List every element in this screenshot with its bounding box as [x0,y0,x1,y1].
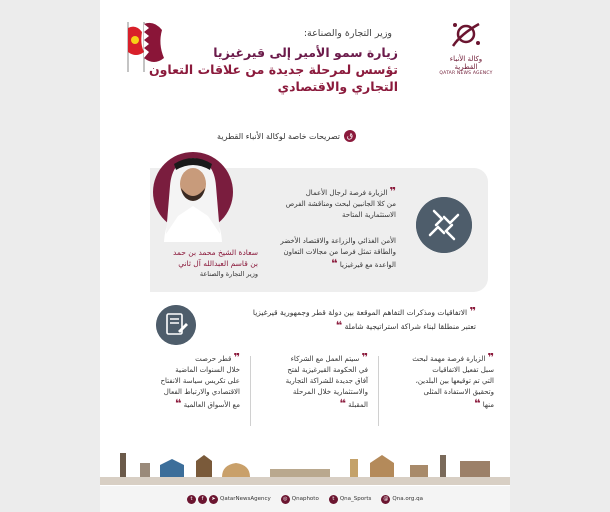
web-icon: @ [383,495,389,502]
quote-2-line-2: والطاقة تمثل فرصا من مجالات التعاون [283,248,396,256]
col-1-line-2: سبل تفعيل الاتفاقيات [432,366,494,374]
mou-line-2: تعتبر منطلقا لبناء شراكة استراتيجية شاملة [344,322,476,331]
special-statements [217,130,356,142]
minister-name-line-2: بن قاسم العبدالله آل ثاني [178,259,258,268]
quote-1-line-2: من كلا الجانبين لبحث ومناقشة الفرص [285,200,396,208]
quote-close-icon: ❝ [174,397,182,410]
quote-mark-icon: ❞ [389,185,396,198]
col-1-line-5: منها [482,401,494,409]
quote-business-opportunities [226,186,396,221]
col-3-line-2: خلال السنوات الماضية [175,366,240,374]
handle-qna-sports: Qna_Sports [339,496,372,502]
col-2-line-2: في الحكومة القيرغيزية لفتح [287,366,368,374]
social-handle-website[interactable] [381,495,423,504]
agreement-document-icon [156,305,196,345]
instagram-icon: ◎ [281,495,290,504]
quote-mou [196,305,476,333]
quote-close-icon: ❝ [474,397,481,410]
qna-logo [438,20,494,76]
col-1-line-3: التي تم توقيعها بين البلدين، [415,377,494,385]
telegram-icon: ➤ [209,495,218,504]
skyline-illustration [100,445,510,485]
handshake-circle-icon [416,197,472,253]
qna-badge-icon: ق [344,130,356,142]
minister-title: وزير التجارة والصناعة [199,270,258,278]
quote-1-line-3: الاستثمارية المتاحة [342,211,396,219]
social-handle-sports[interactable] [329,495,372,504]
social-handle-twitter[interactable] [187,495,271,504]
col-1-line-1: الزيارة فرصة مهمة لبحث [412,355,486,363]
facebook-icon: f [198,495,207,504]
quote-mark-icon: ❞ [233,351,240,364]
minister-portrait [150,146,236,242]
agency-name-ar: وكالة الأنباء القطرية [449,55,483,71]
quote-column-agreements [388,352,494,411]
infographic-card [100,0,510,512]
minister-name-line-1: سعادة الشيخ محمد بن حمد [173,248,258,257]
agency-name-en: QATAR NEWS AGENCY [439,71,493,76]
col-2-line-1: سيتم العمل مع الشركاء [290,355,360,363]
headline [148,44,398,95]
quote-close-icon: ❝ [331,257,338,270]
quote-close-icon: ❝ [339,397,346,410]
col-3-line-1: قطر حرصت [195,355,232,363]
quote-2-line-1: الأمن الغذائي والزراعة والاقتصاد الأخضر [280,237,396,245]
col-1-line-4: وتحقيق الاستفادة المثلى [423,388,494,396]
special-statements-text: تصريحات خاصة لوكالة الأنباء القطرية [217,131,340,141]
col-2-line-4: والاستثمارية خلال المرحلة [292,388,368,396]
column-divider [250,356,251,426]
col-2-line-5: المقبلة [348,401,368,409]
quote-1-line-1: الزيارة فرصة لرجال الأعمال [305,189,388,197]
quote-2-line-3: الواعدة مع قيرغيزيا [339,261,396,269]
social-footer [100,486,510,512]
handle-qatarnewsagency: QatarNewsAgency [220,496,271,502]
social-handle-instagram[interactable] [281,495,319,504]
col-3-line-4: الاقتصادي والارتباط الفعال [163,388,240,396]
col-3-line-3: على تكريس سياسة الانفتاح [160,377,240,385]
qna-logo-icon [449,20,483,50]
quote-food-security [226,236,396,271]
quote-mark-icon: ❞ [361,351,368,364]
minister-role-heading: وزير التجارة والصناعة: [303,28,392,39]
headline-line-3: التجاري والاقتصادي [277,79,398,94]
twitter-sports-icon: t [329,495,338,504]
headline-line-2: تؤسس لمرحلة جديدة من علاقات التعاون [148,62,398,77]
quote-mark-icon: ❞ [469,305,476,318]
quote-column-partners [262,352,368,411]
column-divider [378,356,379,426]
handle-qnaphoto: Qnaphoto [291,496,319,502]
twitter-icon: t [187,495,196,504]
handle-website: Qna.org.qa [392,496,423,502]
headline-line-1: زيارة سمو الأمير إلى قيرغيزيا [213,45,398,60]
quote-close-icon: ❝ [335,319,343,332]
col-3-line-5: مع الأسواق العالمية [183,401,240,409]
mou-line-1: الاتفاقيات ومذكرات التفاهم الموقعة بين دولة قطر وجمهورية قيرغيزيا [252,308,468,317]
col-2-line-3: آفاق جديدة للشراكة التجارية [285,377,368,385]
quote-column-openness [134,352,240,411]
quote-mark-icon: ❞ [487,351,494,364]
